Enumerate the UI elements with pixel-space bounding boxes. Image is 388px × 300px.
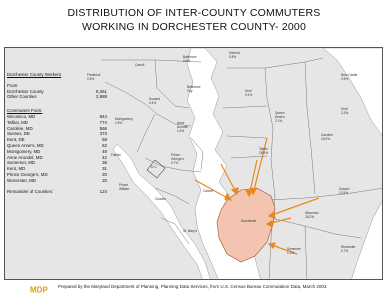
commuter-value: 36	[102, 160, 107, 166]
label-fairfax: Fairfax	[111, 153, 121, 157]
commuter-value: 62	[102, 142, 107, 148]
commuters-heading: Commuters From:	[7, 108, 43, 114]
from-name: Dorchester County	[7, 88, 44, 94]
map-title	[0, 6, 388, 34]
label-worcester: Worcester 0.7%	[341, 245, 356, 253]
remainder-label: Remainder of Counties:	[7, 188, 54, 194]
mdp-logo	[29, 285, 49, 294]
commuter-name: Somerset, MD	[7, 160, 36, 166]
remainder-row	[7, 189, 107, 195]
label-prince-william: Prince William	[119, 183, 130, 191]
from-value: 2,988	[96, 94, 107, 100]
commuter-value: 844	[99, 113, 107, 119]
label-prince-georges: Prince George's 0.7%	[171, 153, 184, 165]
commuter-value: 68	[102, 137, 107, 143]
label-queen-annes: Queen Anne's 2.1%	[275, 111, 285, 123]
label-wicomico: Wicomico 28.2%	[305, 211, 319, 219]
commuter-name: Sussex, DE	[7, 131, 30, 137]
commuter-name: Prince George's, MD	[7, 171, 48, 177]
label-anne-arundel: Anne Arundel 1.4%	[177, 121, 188, 133]
commuter-name: Talbot, MD	[7, 119, 28, 125]
commuter-value: 566	[99, 125, 107, 131]
label-caroline: Caroline 18.9%	[321, 133, 333, 141]
commuter-value: 20	[102, 171, 107, 177]
commuter-value: 48	[102, 148, 107, 154]
logo-text: MDP	[30, 285, 48, 294]
commuter-name: Kent, MD	[7, 166, 26, 172]
label-calvert: Calvert	[203, 189, 214, 193]
commuter-value: 774	[99, 119, 107, 125]
commuter-name: Caroline, MD	[7, 125, 33, 131]
commuter-name: Anne Arundel, MD	[7, 154, 43, 160]
commuter-value: 373	[99, 131, 107, 137]
label-sussex: Sussex 12.5%	[339, 187, 350, 195]
commuter-name: Wicomico, MD	[7, 113, 36, 119]
commuter-value: 42	[102, 154, 107, 160]
label-charles: Charles	[155, 197, 166, 201]
commuter-name: Kent, DE	[7, 137, 25, 143]
from-rows	[7, 89, 107, 101]
panel-heading: Dorchester County Workers	[7, 72, 62, 77]
commuter-map	[4, 47, 383, 280]
commuter-value: 20	[102, 177, 107, 183]
label-baltimore: Baltimore 0.6%	[183, 55, 197, 63]
commuter-rows	[7, 114, 107, 184]
footer-credit: Prepared by the Maryland Department of Planning, Planning Data Services, from U.S. Census Bureau Commutation Data, March 2003.	[58, 284, 328, 289]
commuter-name: Queen Anne's, MD	[7, 142, 44, 148]
commuter-name: Worcester, MD	[7, 177, 36, 183]
label-frederick: Frederick 0.6%	[87, 73, 101, 81]
label-talbot: Talbot 25.9%	[259, 147, 269, 155]
label-new-castle: New Castle 0.5%	[341, 73, 358, 81]
footer	[4, 281, 383, 297]
label-kent-de: Kent 2.3%	[341, 107, 349, 115]
from-value: 8,361	[96, 88, 107, 94]
from-row	[7, 94, 107, 100]
remainder-value: 124	[99, 188, 107, 194]
label-somerset: Somerset 1.2%	[287, 247, 301, 255]
commuter-value: 31	[102, 166, 107, 172]
label-baltimore-city: Baltimore City	[187, 85, 201, 93]
label-kent-md: Kent 0.1%	[245, 89, 253, 97]
from-name: Other Counties	[7, 94, 37, 100]
commuter-name: Montgomery, MD	[7, 148, 41, 154]
commuter-panel	[7, 72, 107, 194]
label-howard: Howard 0.4%	[149, 97, 160, 105]
label-dc: D.C.	[151, 165, 158, 169]
commuter-row	[7, 178, 107, 184]
title-line-1: DISTRIBUTION OF INTER-COUNTY COMMUTERS	[67, 7, 321, 19]
from-label: From:	[7, 82, 19, 88]
label-harford: Harford 0.8%	[229, 51, 240, 59]
title-line-2: WORKING IN DORCHESTER COUNTY- 2000	[81, 21, 307, 33]
label-dorchester: Dorchester	[241, 219, 257, 223]
label-montgomery: Montgomery 1.6%	[115, 117, 133, 125]
label-carroll: Carroll	[135, 63, 145, 67]
label-st-marys: St. Mary's	[183, 229, 198, 233]
